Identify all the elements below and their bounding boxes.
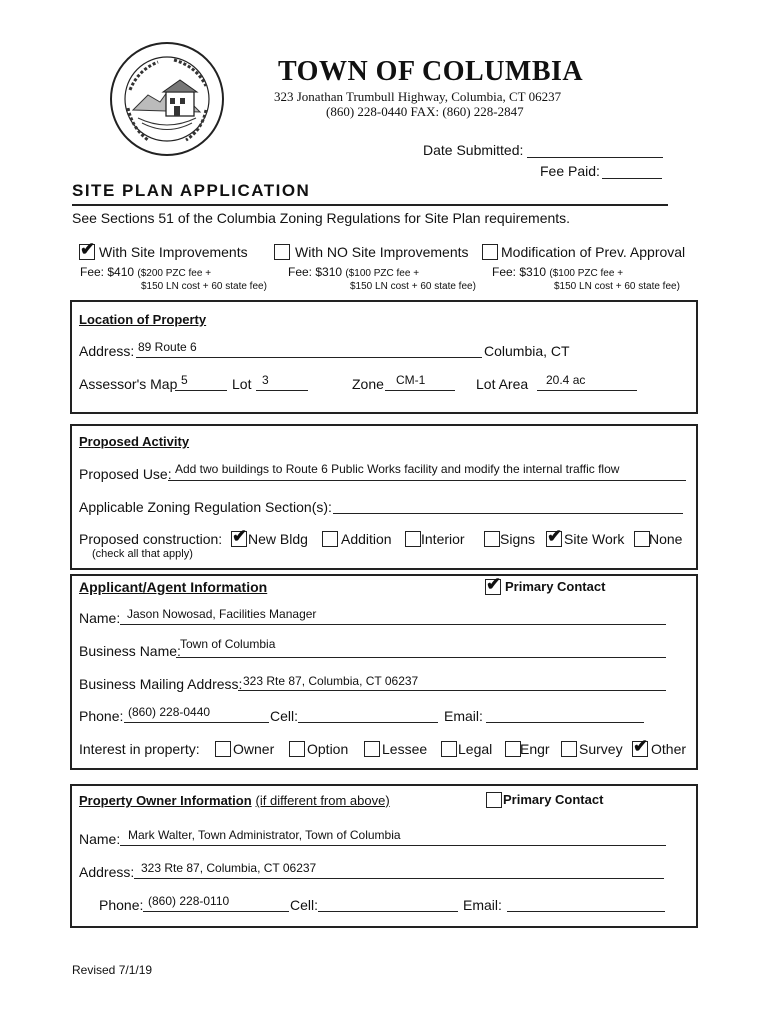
owner-name-field[interactable] <box>120 845 666 846</box>
lot-label: Lot <box>232 376 252 392</box>
location-heading: Location of Property <box>79 312 207 327</box>
owner-name-label: Name: <box>79 831 121 847</box>
proposed-use-label: Proposed Use: <box>79 466 172 482</box>
applicant-name-value: Jason Nowosad, Facilities Manager <box>127 607 317 621</box>
fee-no-site-improvements <box>288 265 419 279</box>
site-work-checkbox[interactable] <box>546 526 563 547</box>
applicant-email-label: Email: <box>444 708 483 724</box>
address-field[interactable] <box>136 357 482 358</box>
check-mark-icon: ✔ <box>80 239 96 259</box>
owner-address-label: Address: <box>79 864 135 880</box>
date-submitted-label: Date Submitted: <box>423 142 524 158</box>
assessors-map-value: 5 <box>181 373 188 387</box>
mailing-address-value: 323 Rte 87, Columbia, CT 06237 <box>243 674 419 688</box>
fee-amount: Fee: $410 <box>80 265 135 279</box>
town-state-label: Columbia, CT <box>484 343 570 359</box>
applicant-heading: Applicant/Agent Information <box>79 579 268 595</box>
owner-cell-label: Cell: <box>290 897 319 913</box>
applicant-phone-label: Phone: <box>79 708 124 724</box>
intro-text: See Sections 51 of the Columbia Zoning Regulations for Site Plan requirements. <box>72 210 571 226</box>
fee-modification <box>492 265 623 279</box>
town-phone-fax: (860) 228-0440 FAX: (860) 228-2847 <box>326 104 524 119</box>
owner-email-label: Email: <box>463 897 502 913</box>
option-label: Option <box>307 741 349 757</box>
owner-phone-value: (860) 228-0110 <box>148 894 230 908</box>
zone-label: Zone <box>352 376 384 392</box>
interior-checkbox[interactable] <box>405 531 421 547</box>
applicant-primary-contact-checkbox[interactable] <box>485 574 502 595</box>
interest-label: Interest in property: <box>79 741 200 757</box>
owner-cell-field[interactable] <box>318 911 458 912</box>
addition-checkbox[interactable] <box>322 531 338 547</box>
check-mark-icon: ✔ <box>633 736 649 756</box>
legal-label: Legal <box>458 741 493 757</box>
owner-primary-contact-checkbox[interactable] <box>486 792 502 808</box>
applicant-phone-value: (860) 228-0440 <box>128 705 211 719</box>
owner-heading <box>79 792 390 808</box>
with-site-improvements-checkbox[interactable] <box>79 239 96 260</box>
fee-detail: ($200 PZC fee + <box>137 268 212 279</box>
survey-label: Survey <box>579 741 623 757</box>
owner-label: Owner <box>233 741 275 757</box>
applicant-name-label: Name: <box>79 610 121 626</box>
signs-label: Signs <box>500 531 536 547</box>
owner-address-field[interactable] <box>134 878 664 879</box>
owner-phone-field[interactable] <box>143 911 289 912</box>
lot-field[interactable] <box>256 390 308 391</box>
fee-detail-2: $150 LN cost + 60 state fee) <box>350 281 476 292</box>
new-bldg-checkbox[interactable] <box>231 526 248 547</box>
town-title: TOWN OF COLUMBIA <box>278 56 584 87</box>
check-mark-icon: ✔ <box>486 574 502 594</box>
new-bldg-label: New Bldg <box>248 531 308 547</box>
mailing-address-field[interactable] <box>238 690 666 691</box>
zoning-section-field[interactable] <box>333 513 683 514</box>
activity-heading: Proposed Activity <box>79 434 190 449</box>
owner-email-field[interactable] <box>507 911 665 912</box>
business-name-value: Town of Columbia <box>180 637 276 651</box>
fee-amount: Fee: $310 <box>288 265 343 279</box>
none-checkbox[interactable] <box>634 531 650 547</box>
option-checkbox[interactable] <box>289 741 305 757</box>
other-label: Other <box>651 741 687 757</box>
addition-label: Addition <box>341 531 392 547</box>
check-mark-icon: ✔ <box>232 526 248 546</box>
owner-primary-contact-label: Primary Contact <box>503 792 604 807</box>
fee-with-site-improvements <box>80 265 211 279</box>
form-title: SITE PLAN APPLICATION <box>72 181 311 200</box>
other-checkbox[interactable] <box>632 736 649 757</box>
applicant-email-field[interactable] <box>486 722 644 723</box>
with-site-improvements-label: With Site Improvements <box>99 244 248 260</box>
proposed-construction-label: Proposed construction: <box>79 531 223 547</box>
lot-area-field[interactable] <box>537 390 637 391</box>
business-name-label: Business Name: <box>79 643 181 659</box>
applicant-cell-field[interactable] <box>298 722 438 723</box>
applicant-name-field[interactable] <box>120 624 666 625</box>
fee-amount: Fee: $310 <box>492 265 547 279</box>
zone-field[interactable] <box>385 390 455 391</box>
legal-checkbox[interactable] <box>441 741 457 757</box>
town-seal-logo <box>108 40 226 158</box>
revision-note: Revised 7/1/19 <box>72 963 153 977</box>
fee-detail: ($100 PZC fee + <box>549 268 624 279</box>
assessors-map-label: Assessor's Map <box>79 376 178 392</box>
fee-detail: ($100 PZC fee + <box>345 268 420 279</box>
check-all-note: (check all that apply) <box>92 548 193 560</box>
survey-checkbox[interactable] <box>561 741 577 757</box>
modification-label: Modification of Prev. Approval <box>501 244 686 260</box>
site-work-label: Site Work <box>564 531 625 547</box>
interior-label: Interior <box>421 531 465 547</box>
owner-heading-text: Property Owner Information <box>79 793 252 808</box>
none-label: None <box>649 531 683 547</box>
fee-paid-label: Fee Paid: <box>540 163 600 179</box>
mailing-address-label: Business Mailing Address: <box>79 676 243 692</box>
applicant-cell-label: Cell: <box>270 708 299 724</box>
applicant-primary-contact-label: Primary Contact <box>505 579 606 594</box>
modification-checkbox[interactable] <box>482 244 498 260</box>
owner-name-value: Mark Walter, Town Administrator, Town of Columbia <box>128 828 401 842</box>
business-name-field[interactable] <box>176 657 666 658</box>
town-address: 323 Jonathan Trumbull Highway, Columbia, CT 06237 <box>274 89 562 104</box>
lessee-label: Lessee <box>382 741 428 757</box>
owner-checkbox[interactable] <box>215 741 231 757</box>
no-site-improvements-checkbox[interactable] <box>274 244 290 260</box>
address-label: Address: <box>79 343 135 359</box>
fee-detail-2: $150 LN cost + 60 state fee) <box>141 281 267 292</box>
owner-address-value: 323 Rte 87, Columbia, CT 06237 <box>141 861 317 875</box>
signs-checkbox[interactable] <box>484 531 500 547</box>
no-site-improvements-label: With NO Site Improvements <box>295 244 469 260</box>
owner-phone-label: Phone: <box>99 897 144 913</box>
proposed-use-value: Add two buildings to Route 6 Public Works facility and modify the internal traffic flow <box>175 462 620 476</box>
engr-label: Engr <box>520 741 550 757</box>
applicant-phone-field[interactable] <box>124 722 269 723</box>
owner-heading-note: (if different from above) <box>255 793 390 808</box>
lot-area-label: Lot Area <box>476 376 529 392</box>
zoning-section-label: Applicable Zoning Regulation Section(s): <box>79 499 332 515</box>
date-submitted-field[interactable] <box>527 157 663 158</box>
assessors-map-field[interactable] <box>175 390 227 391</box>
engr-checkbox[interactable] <box>505 741 521 757</box>
fee-detail-2: $150 LN cost + 60 state fee) <box>554 281 680 292</box>
fee-paid-field[interactable] <box>602 178 662 179</box>
lot-value: 3 <box>262 373 269 387</box>
lot-area-value: 20.4 ac <box>546 373 586 387</box>
address-value: 89 Route 6 <box>138 340 197 354</box>
title-rule <box>72 204 668 206</box>
check-mark-icon: ✔ <box>547 526 563 546</box>
zone-value: CM-1 <box>396 373 426 387</box>
lessee-checkbox[interactable] <box>364 741 380 757</box>
proposed-use-field[interactable] <box>168 480 686 481</box>
